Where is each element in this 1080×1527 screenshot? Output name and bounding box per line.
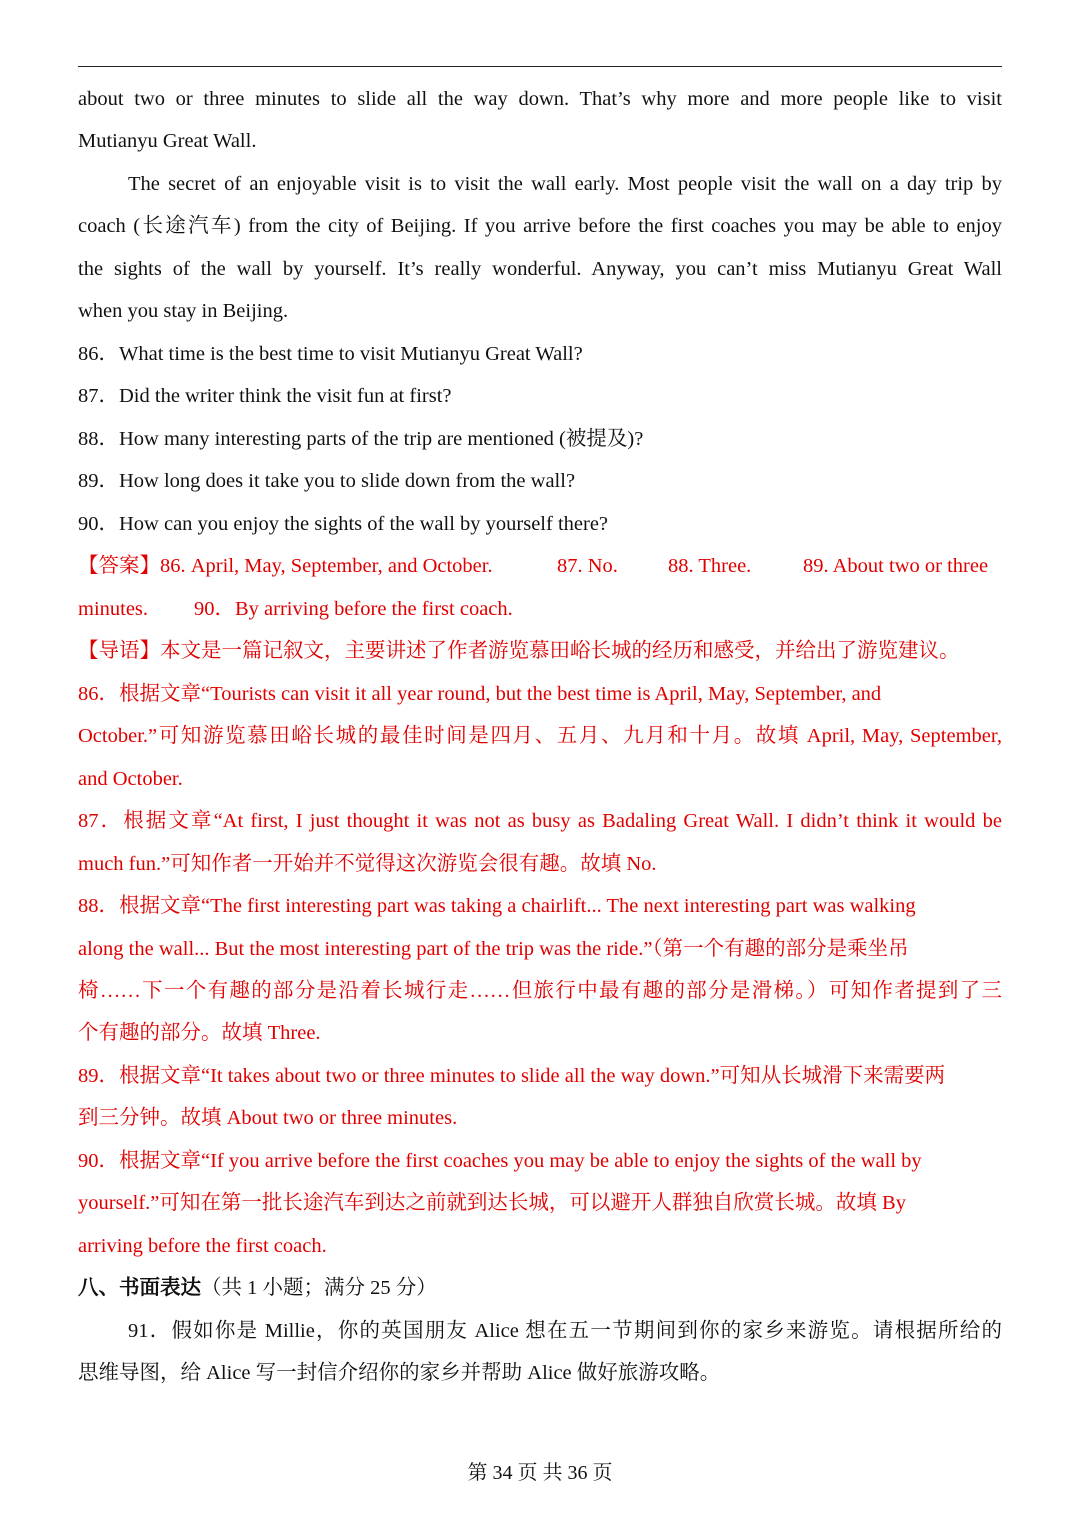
- question-90: 90．How can you enjoy the sights of the wall by yourself there?: [78, 513, 609, 535]
- passage-line: when you stay in Beijing.: [78, 300, 289, 322]
- analysis-line: 椅……下一个有趣的部分是沿着长城行走……但旅行中最有趣的部分是滑梯。）可知作者提到了三: [78, 980, 1002, 1002]
- passage-line: Mutianyu Great Wall.: [78, 130, 257, 152]
- analysis-line: arriving before the first coach.: [78, 1235, 327, 1257]
- section-meta: （共 1 小题；满分 25 分）: [201, 1277, 437, 1299]
- section-title: 八、书面表达: [78, 1277, 201, 1299]
- analysis-line: 89．根据文章“It takes about two or three minutes to slide all the way down.”可知从长城滑下来需要两: [78, 1065, 946, 1087]
- answer-87: 87. No.: [557, 555, 618, 577]
- analysis-line: 87．根据文章“At first, I just thought it was not as busy as Badaling Great Wall. I didn’t think it would be: [78, 810, 1002, 832]
- analysis-line: 个有趣的部分。故填 Three.: [78, 1022, 321, 1044]
- analysis-line: October.”可知游览慕田峪长城的最佳时间是四月、五月、九月和十月。故填 April, May, September,: [78, 725, 1002, 747]
- passage-line: the sights of the wall by yourself. It’s really wonderful. Anyway, you can’t miss Mutianyu Great Wall: [78, 258, 1002, 280]
- passage-line: The secret of an enjoyable visit is to visit the wall early. Most people visit the wall on a day trip by: [128, 173, 1002, 195]
- question-86: 86．What time is the best time to visit Mutianyu Great Wall?: [78, 343, 583, 365]
- answer-line: [78, 545, 1002, 587]
- analysis-line: much fun.”可知作者一开始并不觉得这次游览会很有趣。故填 No.: [78, 853, 657, 875]
- analysis-line: 88．根据文章“The first interesting part was taking a chairlift... The next interesting part was walking: [78, 895, 916, 917]
- question-89: 89．How long does it take you to slide down from the wall?: [78, 470, 576, 492]
- analysis-line: 90．根据文章“If you arrive before the first coaches you may be able to enjoy the sights of the wall by: [78, 1150, 922, 1172]
- passage-line: coach (长途汽车) from the city of Beijing. If you arrive before the first coaches you may be able to enjoy: [78, 215, 1002, 237]
- analysis-intro: 【导语】本文是一篇记叙文，主要讲述了作者游览慕田峪长城的经历和感受，并给出了游览建议。: [78, 640, 960, 662]
- section-heading: [78, 1267, 1002, 1309]
- analysis-line: yourself.”可知在第一批长途汽车到达之前就到达长城，可以避开人群独自欣赏长城。故填 By: [78, 1192, 906, 1214]
- answer-line: [78, 588, 1002, 630]
- answer-89-cont: minutes.: [78, 598, 149, 620]
- answer-90: 90．By arriving before the first coach.: [194, 598, 513, 620]
- question-91-cont: 思维导图，给 Alice 写一封信介绍你的家乡并帮助 Alice 做好旅游攻略。: [78, 1362, 721, 1384]
- header-rule: [78, 66, 1002, 67]
- answer-86: 【答案】86. April, May, September, and October.: [78, 555, 493, 577]
- analysis-line: 到三分钟。故填 About two or three minutes.: [78, 1107, 458, 1129]
- question-87: 87．Did the writer think the visit fun at first?: [78, 385, 452, 407]
- analysis-line: 86．根据文章“Tourists can visit it all year round, but the best time is April, May, September, and: [78, 683, 882, 705]
- passage-line: about two or three minutes to slide all the way down. That’s why more and more people like to visit: [78, 88, 1002, 110]
- analysis-line: and October.: [78, 768, 183, 790]
- question-88: 88．How many interesting parts of the trip are mentioned (被提及)?: [78, 428, 644, 450]
- answer-89: 89. About two or three: [803, 555, 989, 577]
- question-91: 91．假如你是 Millie，你的英国朋友 Alice 想在五一节期间到你的家乡来游览。请根据所给的: [128, 1320, 1002, 1342]
- page-footer: 第 34 页 共 36 页: [467, 1462, 613, 1484]
- answer-88: 88. Three.: [668, 555, 752, 577]
- analysis-line: along the wall... But the most interesting part of the trip was the ride.”（第一个有趣的部分是乘坐吊: [78, 938, 909, 960]
